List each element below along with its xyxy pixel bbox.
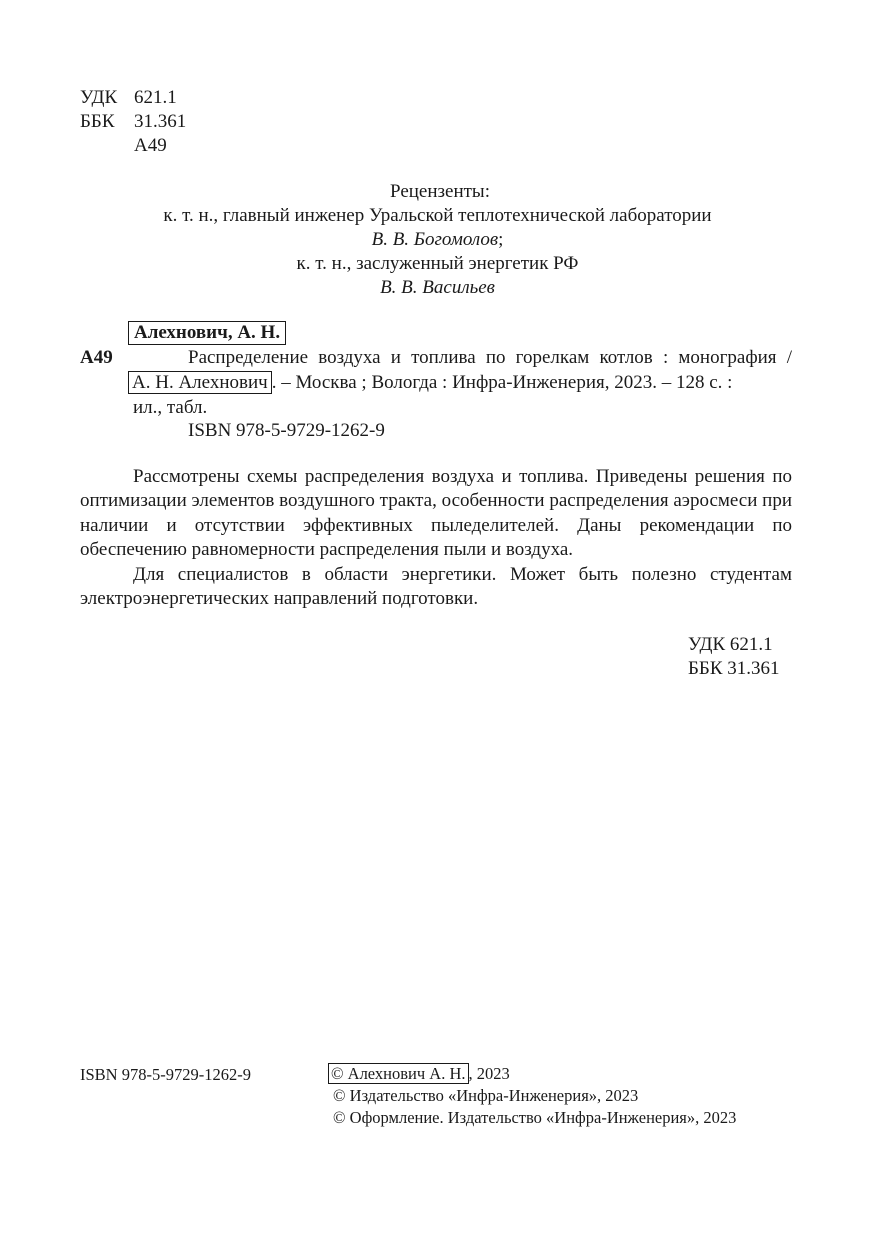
bbk-label: ББК xyxy=(80,111,115,132)
copyright-author xyxy=(328,1062,510,1085)
catalog-publication-line xyxy=(128,371,792,395)
catalog-author-heading: Алехнович, А. Н. xyxy=(128,321,286,345)
bbk-value: 31.361 xyxy=(134,111,187,132)
udk-value: 621.1 xyxy=(134,87,177,108)
copyright-author-year: , 2023 xyxy=(468,1064,510,1083)
catalog-responsibility: А. Н. Алехнович xyxy=(128,371,272,394)
author-sign: А49 xyxy=(134,135,167,156)
catalog-publication-info: . – Москва ; Вологда : Инфра-Инженерия, 2023. – 128 с. : xyxy=(271,372,733,393)
catalog-isbn: ISBN 978-5-9729-1262-9 xyxy=(188,420,385,441)
right-udk: УДК 621.1 xyxy=(688,634,773,655)
catalog-title: Распределение воздуха и топлива по горелкам котлов : монография / xyxy=(188,347,792,368)
footer-isbn: ISBN 978-5-9729-1262-9 xyxy=(80,1065,251,1084)
abstract-paragraph-1: Рассмотрены схемы распределения воздуха и топлива. Приведены решения по оптимизации элементов воздушного тракта, особенности распределения аэросмеси при наличии и отсутствии эффективных пыледелителей. Даны рекомендации по обеспечению равномерности распределения пыли и воздуха. xyxy=(80,466,792,561)
catalog-illustrations: ил., табл. xyxy=(133,397,208,418)
udk-label: УДК xyxy=(80,87,118,108)
abstract-paragraph-2: Для специалистов в области энергетики. Может быть полезно студентам электроэнергетических направлений подготовки. xyxy=(80,564,792,610)
reviewer-1-name: В. В. Богомолов xyxy=(371,229,499,250)
reviewer-1-position: к. т. н., главный инженер Уральской теплотехнической лаборатории xyxy=(163,205,712,226)
reviewer-1 xyxy=(0,228,875,252)
reviewer-2-name: В. В. Васильев xyxy=(380,277,495,298)
copyright-publisher: © Издательство «Инфра-Инженерия», 2023 xyxy=(333,1086,639,1105)
reviewer-1-separator: ; xyxy=(498,229,504,250)
copyright-author-name: © Алехнович А. Н. xyxy=(328,1063,469,1084)
copyright-design: © Оформление. Издательство «Инфра-Инженерия», 2023 xyxy=(333,1108,737,1127)
reviewer-2-position: к. т. н., заслуженный энергетик РФ xyxy=(296,253,579,274)
right-bbk: ББК 31.361 xyxy=(688,658,780,679)
catalog-author-sign: А49 xyxy=(80,347,113,368)
reviewers-title: Рецензенты: xyxy=(390,181,490,202)
